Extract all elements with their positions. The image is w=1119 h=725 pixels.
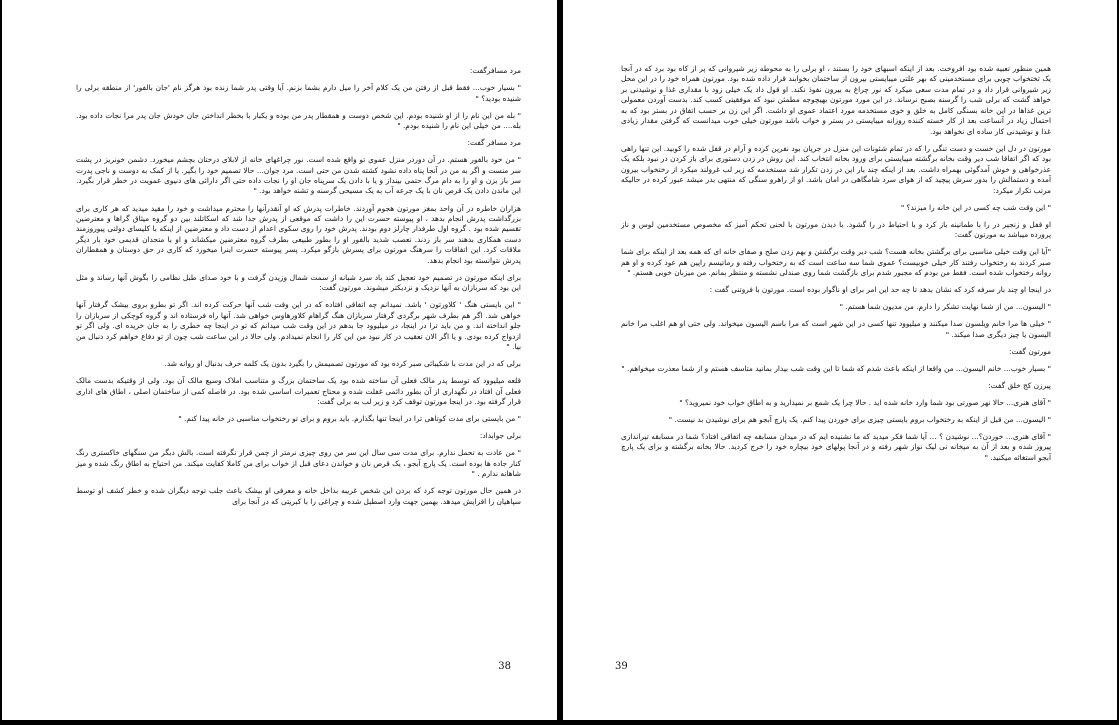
paragraph: " الیسون... من از شما نهایت تشکر را دارم. من مدیون شما هستم. "	[839, 302, 1051, 312]
paragraph: " من عادت به تحمل ندارم. برای مدت سی سال این سر من روی چیزی نرمتر از چمن قرار نگرفته است. بالش دیگر من سنگهای خاکستری رنگ کنار جاده ها بوده است. یک پارچ آبجو ، یک قرص نان و خواندن دعای قبل از خواب برای من کاملا کفایت میکند. من احتیاج به اطاق رنگ شده و میز شاهانه ندارم . "	[76, 448, 521, 479]
paragraph: پیرزن کج خلق گفت:	[988, 380, 1051, 390]
paragraph: مرد مسافر گفت:	[467, 138, 521, 148]
paragraph: " من خود بالفور هستم. در آن دوردر منزل عموی تو واقع شده است. نور چراغهای خانه از لابلای درختان بچشم میخورد. دشمن خونریز در پشت سر منست و اگر به من در آنجا پناه داده نشود کشته شدن من حتی است. مرد جوان... حالا تصمیم خود را بگیر. یا از کمک به دوست و ناجی پدرت سر باز بزن و او را به دام مرگ حتمی بینداز و یا با دادن یک سرپناه جان او را نجات داده حتی اگر دارائی های دنیوی عمویت در خطر قرار بگیرد. این ماندن دادن یک قرص نان با یک جرعه آب به یک مسیحی گرسنه و تشنه خواهد بود. "	[76, 155, 521, 196]
paragraph: " این وقت شب چه کسی در این خانه را میزند؟ "	[900, 202, 1051, 212]
paragraph: " الیسون... من قبل از اینکه به رختخواب بروم بایستی چیزی برای خوردن پیدا کنم. یک پارچ آبجو هم برای نوشیدن بد نیست. "	[668, 414, 1051, 424]
paragraph: قلعه میلیوود که توسط پدر مالک فعلی آن ساخته شده بود یک ساختمان بزرگ و متناسب املاک وسیع مالک آن بود. ولی از وقتیکه بدست مالک فعلی آن افتاد در نگهداری از آن بطور دائمی غفلت شده و محتاج تعمیرات اساسی شده بود. در فاصله کمی از ساختمان اصلی ، اطاق های اداری قرار گرفته بود. در اینجا مورتون توقف کرد و زیر لب به برلی گفت:	[76, 376, 521, 407]
paragraph: " این بایستی هنگ ' کلاورتون ' باشد. نمیدانم چه اتفاقی افتاده که در این وقت شب آنها حرکت کرده اند. اگر تو بطرو بروی بیشک گرفتار آنها خواهی شد. اگر هم بطرف شهر برگردی گرفتار سربازان هنگ گراهام کلاورهاوس خواهی شد. آنها راه فرستاده اند و گروه کوچکی از سربازان را جلو انداخته اند. و من باید ترا در اینجا، در میلیوود جا بدهم در این وقت شب میدانم که تو در اینجا چه خطری را به جان خریده ای. ولی اگر تو ازدواج کرده بودی. و یا اگر الان تعقیب در کار نبود من این کار را انجام نمیدادم. ولی حالا در این ساعت شب چون از تو دفاع خواهم کرد دنبال من بیا. "	[76, 300, 521, 352]
paragraph: " آقای هنری... حالا نهر صورتی بود شما وارد خانه شده اید . حالا چرا یک شمع بر نمیدارید و به اطاق خواب خود نمیروید؟ "	[679, 397, 1051, 407]
paragraph: مورتون در دل این خست و دست تنگی را که در تمام شئونات این منزل در جریان بود نفرین کرده و آرام در قفل شده را کوبید. این تنها راهی بود که اگر اتفاقا شب دیر وقت بخانه برگشته میبایستی برای ورود بخانه انتخاب کند. این روش در زدن دستوری برای باز کردن در نبود بلکه یک عذرخواهی و خوش آمدگوئی بهمراه داشت. بعد از اینکه چند بار این در زدن تکرار شد مستخدمه که زیر لب غرولند میکرد از رختخواب بیرون آمده و دستمالش را بدور سرش پیچید که از هوای سرد شامگاهی در امان باشد. او از راهرو سنگی که منتهی بدر میشد عبور کرده در حالیکه مرتب تکرار میکرد:	[621, 143, 1051, 195]
left-page-text	[76, 66, 521, 514]
paragraph: هزاران خاطره در آن واحد بمغز مورتون هجوم آوردند. خاطرات پدرش که او آنقدرآنها را محترم میداشت و خود را مقید میدید که هر کاری برای بزرگداشت پدرش انجام بدهد ، او پیوسته حسرت این را داشت که موقعی از پدرش جدا شد که اسکاتلند بین دو گروه میثاق گراها و معترضین تقسیم شده بود . گروه اول طرفدار چارلز دوم بودند. پدرش خود را روی سکوی اعدام از دست داد و معترضین از اینکه با کلیسای دولتی پیوروزمند دست همکاری بدهند سر باز زدند. تعصب شدید بالفور او را بطور طبیعی بطرف گروه معترضین میکشاند و او با متحدان قدیمی خود بار دیگر ملاقات کرد. این اتفاقات را سرهنگ مورتون برای پسرش بازگو میکرد. پسر پیوسته حسرت اینرا میخورد که کاری در حق دوستان و همقطاران پدرش نتوانسته بود انجام بدهد.	[76, 203, 521, 265]
paragraph: همین منظور تعبیه شده بود افروخت. بعد از اینکه اسبهای خود را بستند ، او برلی را به محوطه زیر شیروانی که پر از کاه بود برد که در آنجا یک تختخواب چوبی برای مستخدمینی که بهر علتی میبایستی بیرون از ساختمان بخوابند قرار داده شده بود. مورتون همراه خود را در این محل زیر شیروانی قرار داد و در تمام مدت سعی میکرد که نور چراغ به بیرون نفوذ نکند. او قول داد یک خیلی زود با مقداری غذا و نوشیدنی بر خواهد گشت که برلی شب را گرسنه بصبح نرساند. در این مورد مورتون بهیچوجه مطمئن نبود که موفقیتی کسب کند. بدست آوردن معمولی ترین غذاها در این خانه بسنگی کامل به خلق و خوی مستخدمه مورد اعتماد عموی او داشت. اگر این زن بر حسب اتفاق در بستر بود که به احتمال زیاد در آنساعت بعد از کار خسته کننده روزانه میبایستی در بستر و خواب باشد مورتون خیلی خوب میدانست که گرفتن مقدار زیادی غذا و نوشیدنی کار ساده ای نخواهد بود.	[621, 64, 1051, 136]
paragraph: در اینجا او چند بار سرفه کرد که نشان بدهد تا چه حد این امر برای او ناگوار بوده است. مورتون با فروتنی گفت :	[709, 285, 1051, 295]
right-page-text	[621, 64, 1051, 470]
left-page	[2, 0, 557, 720]
page-number: 38	[498, 661, 511, 672]
paragraph: در همین حال مورتون توجه کرد که بردن این شخص غریبه بداخل خانه و معرفی او بیشک باعث جلب توجه دیگران شده و خطر کشف او توسط سپاهیان را افزایش میدهد. بهمین جهت وارد اصطبل شده و چراغی را با کبریتی که در آنجا برای	[76, 486, 521, 506]
paragraph: برلی جوابداد:	[479, 431, 521, 441]
page-number: 39	[615, 661, 628, 672]
paragraph: او قفل و زنجیر در را با طمانینه باز کرد و با احتیاط در را گشود. با دیدن مورتون با لحنی تحکم آمیز که مخصوص مستخدمین لوس و ناز پرورده میباشد به مورتون گفت:	[621, 219, 1051, 240]
paragraph: "آیا این وقت خیلی مناسبی برای برگشتن بخانه هست؟ شب دیر وقت برگشتن و بهم زدن صلح و صفای خانه ای که همه بعد از اینکه برای شما صبر کردند به رختخواب رفتند کار خیلی خوبیست؟ عموی شما سه ساعت است که به رختخواب رفته و رماتیسم راپین هم عود کرده و او هم روانه رختخواب شده است. فقط من بودم که مجبور شدم برای بازگشت شما روی صندلی نشسته و منتظر بمانم. من میزبان خوبی هستم. "	[621, 247, 1051, 278]
paragraph: " من بایستی برای مدت کوتاهی ترا در اینجا تنها بگذارم. باید بروم و برای تو رختخواب مناسبی در خانه پیدا کنم. "	[178, 414, 521, 424]
paragraph: برای اینکه مورتون در تصمیم خود تعجیل کند باد سرد شبانه از سمت شمال وزیدن گرفت و با خود صدای طبل نظامی را بگوش آنها رساند و مثل این بود که سربازان به آنها نزدیک و نزدیکتر میشوند. مورتون گفت:	[76, 272, 521, 293]
paragraph: " بسیار خوب... خانم الیسون... من واقعا از اینکه باعث شدم که شما تا این وقت شب بیدار بمانید متاسف هستم و از شما معذرت میخواهم. "	[621, 363, 1051, 373]
paragraph: " بله من این نام را از او شنیده بودم. این شخص دوست و همقطار پدر من بوده و یکبار با بخطر انداختن جان خودش جان پدر مرا نجات داده بود. بله.... من خیلی این نام را شنیده بودم. "	[76, 110, 521, 130]
paragraph: مورتون گفت:	[1008, 346, 1051, 356]
paragraph: مرد مسافرگفت:	[469, 66, 521, 75]
paragraph: " خیلی ها مرا خانم ویلسون صدا میکنند و میلیوود تنها کسی در این شهر است که مرا باسم الیسون میخواند. ولی حتی او هم اغلب مرا خانم الیسون یا چیز دیگری صدا میکند. "	[621, 319, 1051, 339]
right-page	[563, 0, 1117, 720]
paragraph: " آقای هنری... خوردن؟... نوشیدن ؟ ... آیا شما فکر میدید که ما نشنیده ایم که در میدان مسابقه چه اتفاقی افتاد؟ شما در مسابقه تیراندازی پیروز شده و بعد از آن به میخانه نی لیک نواز شهر رفته و در آنجا پولهای خود بیچاره خود را خرج کردید. حالا بخانه برگشته و برای یک پارچ آبجو استغاثه میکنید. "	[621, 431, 1051, 462]
paragraph: " بسیار خوب... فقط قبل از رفتن من یک کلام آخر را میل دارم بشما بزنم. آیا وقتی پدر شما زنده بود هرگز نام 'جان بالفور' از منطقه برلی را شنیده بودید؟ "	[76, 83, 521, 103]
paragraph: برلی که در این مدت با شکیبائی صبر کرده بود که مورتون تصمیمش را بگیرد بدون یک کلمه حرف بدنبال او روانه شد.	[164, 359, 521, 369]
